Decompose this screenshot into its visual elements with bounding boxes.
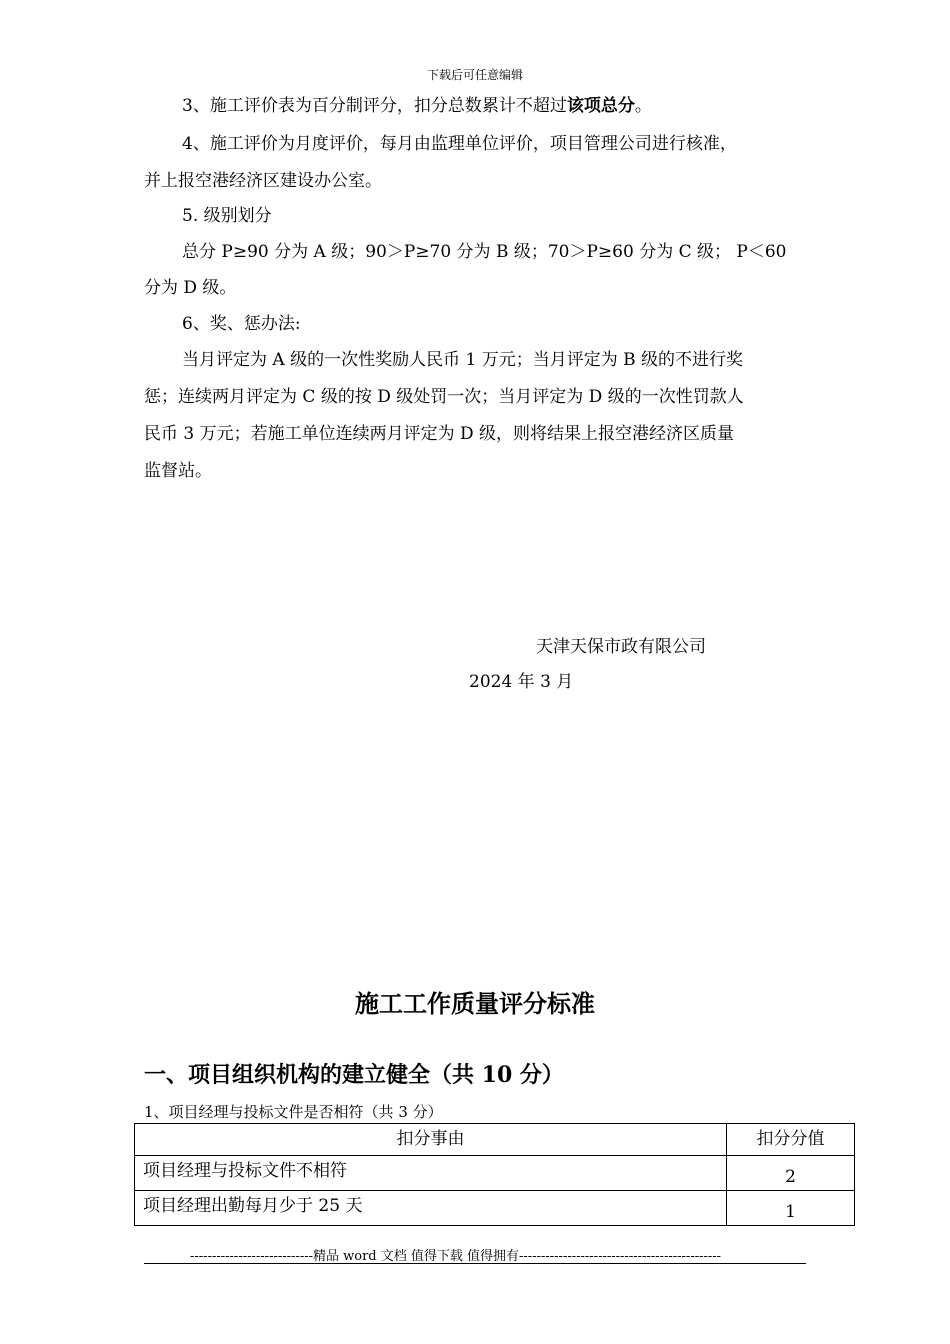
table-header-row: [135, 1124, 855, 1156]
header-note: 下载后可任意编辑: [426, 68, 523, 82]
page-title: 施工工作质量评分标准: [355, 989, 595, 1018]
table-cell-points: 2: [727, 1156, 855, 1191]
item-3: [182, 91, 652, 116]
item-5-heading: 5. 级别划分: [182, 206, 272, 226]
footer-divider: [144, 1263, 806, 1264]
table-cell-reason: 项目经理与投标文件不相符: [135, 1156, 727, 1191]
signature-company: 天津天保市政有限公司: [536, 637, 706, 657]
item-3-text: 3、施工评价表为百分制评分，扣分总数累计不超过: [182, 96, 567, 116]
item-6-line-3: 民币 3 万元；若施工单位连续两月评定为 D 级，则将结果上报空港经济区质量: [144, 424, 735, 444]
subsection-title: 1、项目经理与投标文件是否相符（共 3 分）: [144, 1103, 443, 1121]
table-cell-reason: 项目经理出勤每月少于 25 天: [135, 1191, 727, 1226]
item-6-line-4: 监督站。: [144, 461, 212, 481]
item-3-bold-text: 该项总分: [566, 96, 635, 116]
item-4-line-1: 4、施工评价为月度评价，每月由监理单位评价，项目管理公司进行核准，: [182, 134, 737, 154]
table-cell-points: 1: [727, 1191, 855, 1226]
item-6-line-2: 惩；连续两月评定为 C 级的按 D 级处罚一次；当月评定为 D 级的一次性罚款人: [144, 387, 744, 407]
section-title: 一、项目组织机构的建立健全（共 10 分）: [144, 1062, 564, 1088]
table-row: [135, 1156, 855, 1191]
item-5-line-2: 分为 D 级。: [144, 278, 237, 298]
item-4-line-2: 并上报空港经济区建设办公室。: [144, 171, 382, 191]
table-row: [135, 1191, 855, 1226]
item-6-line-1: 当月评定为 A 级的一次性奖励人民币 1 万元；当月评定为 B 级的不进行奖: [182, 350, 744, 370]
signature-date: 2024 年 3 月: [469, 672, 574, 692]
deduction-table: [134, 1123, 855, 1226]
item-3-suffix: 。: [634, 96, 652, 116]
table-header-points: 扣分分值: [727, 1124, 855, 1156]
item-5-line-1: 总分 P≥90 分为 A 级；90＞P≥70 分为 B 级；70＞P≥60 分为 C 级； P＜60: [182, 242, 787, 262]
item-6-heading: 6、奖、惩办法:: [182, 314, 301, 334]
footer-text: ----------------------------精品 word 文档 值得下载 值得拥有----------------------------------------------: [190, 1249, 722, 1264]
table-header-reason: 扣分事由: [135, 1124, 727, 1156]
